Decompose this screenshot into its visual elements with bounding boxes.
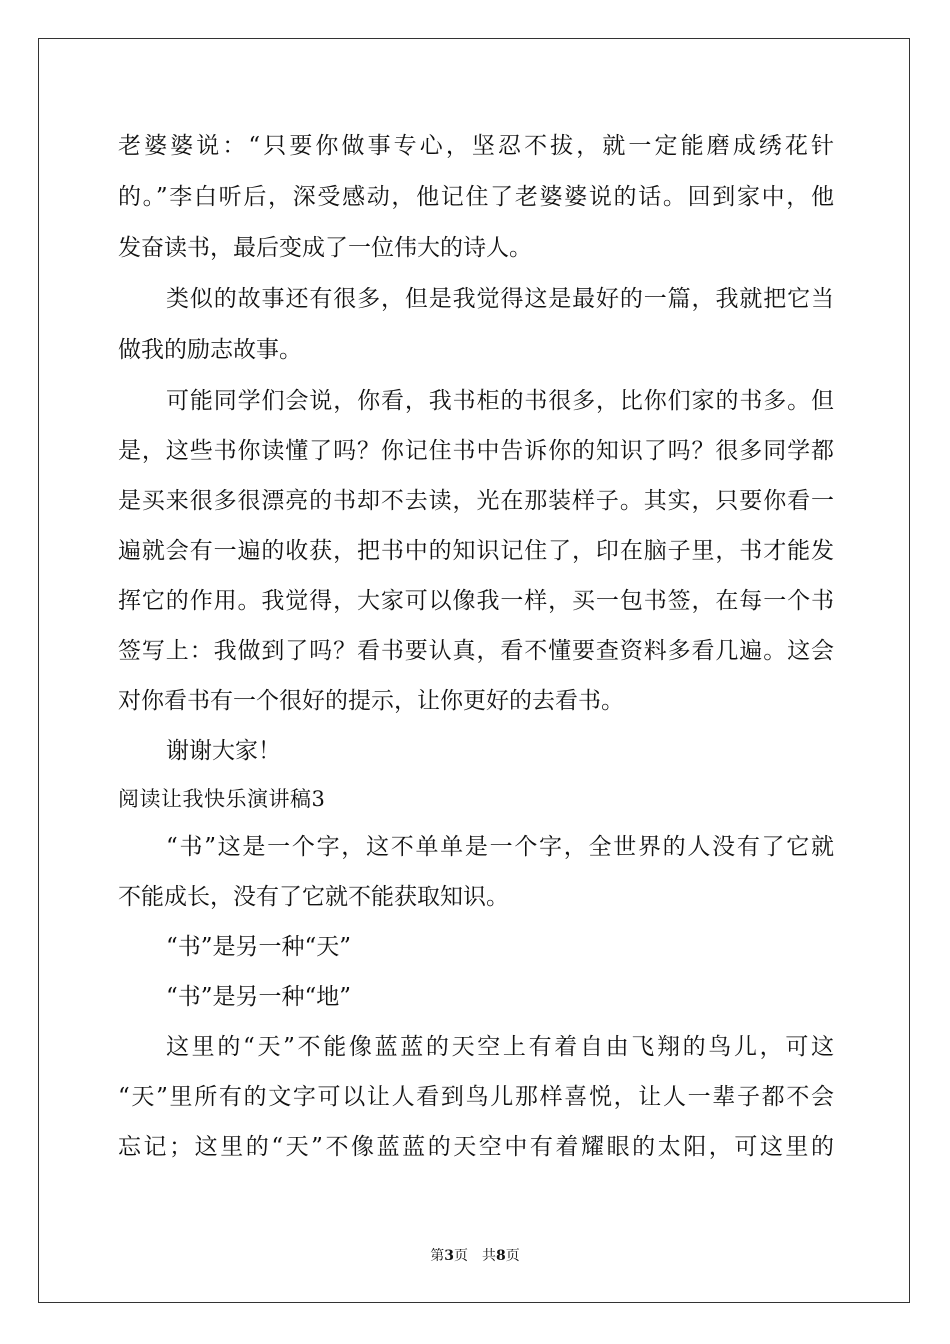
paragraph-line: 类似的故事还有很多，但是我觉得这是最好的一篇，我就把它当 (166, 286, 834, 312)
page-label-prefix: 第 (430, 1248, 445, 1264)
page-footer (0, 1246, 950, 1266)
text-line: 不能成长，没有了它就不能获取知识。 (118, 884, 509, 910)
text-line: 是，这些书你读懂了吗？你记住书中告诉你的知识了吗？很多同学都 (118, 438, 834, 464)
paragraph-line: “书”是另一种“天” (166, 934, 352, 960)
text-line: 签写上：我做到了吗？看书要认真，看不懂要查资料多看几遍。这会 (118, 638, 834, 664)
total-pages: 8 (496, 1248, 506, 1264)
text-line: 的。”李白听后，深受感动，他记住了老婆婆说的话。回到家中，他 (118, 184, 834, 210)
total-label-prefix: 共 (482, 1248, 496, 1264)
total-label-suffix: 页 (505, 1248, 520, 1264)
text-line: 遍就会有一遍的收获，把书中的知识记住了，印在脑子里，书才能发 (118, 538, 834, 564)
page-label-suffix: 页 (454, 1248, 468, 1264)
section-heading: 阅读让我快乐演讲稿3 (118, 787, 326, 811)
text-line: 发奋读书，最后变成了一位伟大的诗人。 (118, 235, 532, 261)
text-line: 挥它的作用。我觉得，大家可以像我一样，买一包书签，在每一个书 (118, 588, 834, 614)
text-line: 对你看书有一个很好的提示，让你更好的去看书。 (118, 688, 624, 714)
paragraph-line: “书”是另一种“地” (166, 984, 352, 1010)
text-line: “天”里所有的文字可以让人看到鸟儿那样喜悦，让人一辈子都不会 (118, 1084, 834, 1110)
text-line: 忘记；这里的“天”不像蓝蓝的天空中有着耀眼的太阳，可这里的 (118, 1134, 834, 1160)
page-number: 3 (444, 1248, 454, 1264)
paragraph-line: 谢谢大家！ (166, 738, 281, 764)
paragraph-line: 这里的“天”不能像蓝蓝的天空上有着自由飞翔的鸟儿，可这 (166, 1034, 834, 1060)
text-line: 做我的励志故事。 (118, 337, 302, 363)
paragraph-line: “书”这是一个字，这不单单是一个字，全世界的人没有了它就 (166, 834, 834, 860)
text-line: 老婆婆说：“只要你做事专心，坚忍不拔，就一定能磨成绣花针 (118, 133, 834, 159)
paragraph-line: 可能同学们会说，你看，我书柜的书很多，比你们家的书多。但 (166, 388, 834, 414)
text-line: 是买来很多很漂亮的书却不去读，光在那装样子。其实，只要你看一 (118, 488, 834, 514)
